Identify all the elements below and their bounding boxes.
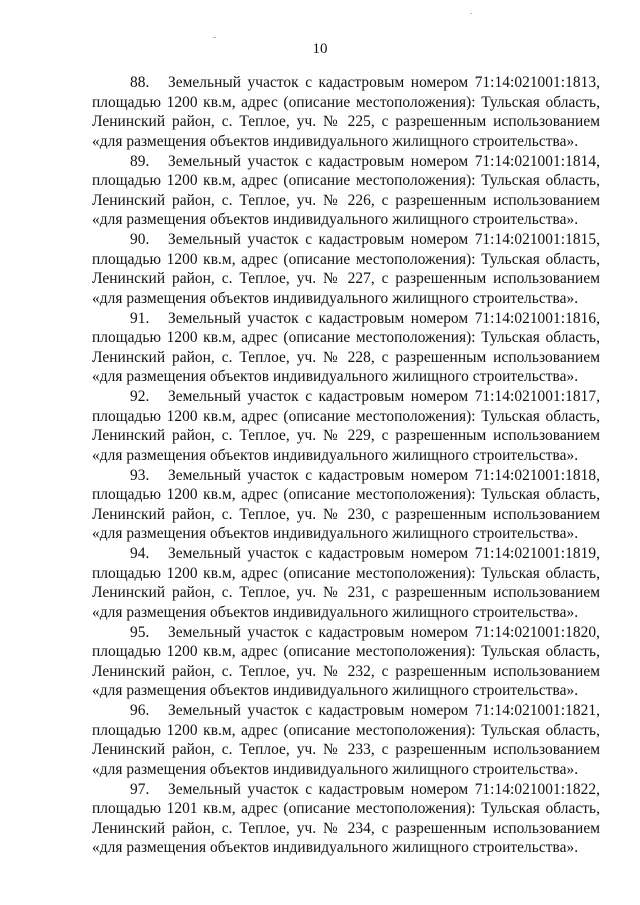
- item-list: [92, 73, 600, 858]
- item-number: 90.: [130, 231, 150, 248]
- item-text: Земельный участок с кадастровым номером 71:14:021001:1818, площадью 1200 кв.м, адрес (описание местоположения): Тульская область, Ленинский район, с. Теплое, уч. № 230, с разрешенным использованием «для размещения объектов индивидуального жилищного строительства».: [92, 466, 600, 542]
- item-number: 96.: [130, 702, 150, 719]
- page-number: 10: [312, 41, 328, 57]
- item-number: 88.: [130, 74, 150, 91]
- item-text: Земельный участок с кадастровым номером 71:14:021001:1813, площадью 1200 кв.м, адрес (описание местоположения): Тульская область, Ленинский район, с. Теплое, уч. № 225, с разрешенным использованием «для размещения объектов индивидуального жилищного строительства».: [92, 74, 600, 150]
- item-text: Земельный участок с кадастровым номером 71:14:021001:1822, площадью 1201 кв.м, адрес (описание местоположения): Тульская область, Ленинский район, с. Теплое, уч. № 234, с разрешенным использованием «для размещения объектов индивидуального жилищного строительства».: [92, 780, 600, 856]
- item-text: Земельный участок с кадастровым номером 71:14:021001:1815, площадью 1200 кв.м, адрес (описание местоположения): Тульская область, Ленинский район, с. Теплое, уч. № 227, с разрешенным использованием «для размещения объектов индивидуального жилищного строительства».: [92, 231, 600, 307]
- item-number: 97.: [130, 780, 150, 798]
- list-item: [92, 309, 600, 387]
- list-item: [92, 466, 600, 544]
- item-number: 93.: [130, 466, 150, 484]
- item-number: 94.: [130, 545, 150, 562]
- item-text: Земельный участок с кадастровым номером 71:14:021001:1819, площадью 1200 кв.м, адрес (описание местоположения): Тульская область, Ленинский район, с. Теплое, уч. № 231, с разрешенным использованием «для размещения объектов индивидуального жилищного строительства».: [92, 545, 600, 621]
- list-item: [92, 701, 600, 779]
- item-text: Земельный участок с кадастровым номером 71:14:021001:1821, площадью 1200 кв.м, адрес (описание местоположения): Тульская область, Ленинский район, с. Теплое, уч. № 233, с разрешенным использованием «для размещения объектов индивидуального жилищного строительства».: [92, 702, 600, 778]
- list-item: [92, 230, 600, 308]
- list-item: [92, 387, 600, 465]
- item-text: Земельный участок с кадастровым номером 71:14:021001:1814, площадью 1200 кв.м, адрес (описание местоположения): Тульская область, Ленинский район, с. Теплое, уч. № 226, с разрешенным использованием «для размещения объектов индивидуального жилищного строительства».: [92, 152, 600, 228]
- item-text: Земельный участок с кадастровым номером 71:14:021001:1816, площадью 1200 кв.м, адрес (описание местоположения): Тульская область, Ленинский район, с. Теплое, уч. № 228, с разрешенным использованием «для размещения объектов индивидуального жилищного строительства».: [92, 309, 600, 385]
- list-item: [92, 152, 600, 230]
- item-number: 91.: [130, 309, 150, 327]
- item-number: 89.: [130, 152, 150, 170]
- list-item: [92, 780, 600, 858]
- list-item: [92, 73, 600, 151]
- scan-speck: [213, 37, 216, 38]
- list-item: [92, 623, 600, 701]
- item-text: Земельный участок с кадастровым номером 71:14:021001:1817, площадью 1200 кв.м, адрес (описание местоположения): Тульская область, Ленинский район, с. Теплое, уч. № 229, с разрешенным использованием «для размещения объектов индивидуального жилищного строительства».: [92, 388, 600, 464]
- item-number: 92.: [130, 388, 150, 405]
- item-number: 95.: [130, 623, 150, 641]
- item-text: Земельный участок с кадастровым номером 71:14:021001:1820, площадью 1200 кв.м, адрес (описание местоположения): Тульская область, Ленинский район, с. Теплое, уч. № 232, с разрешенным использованием «для размещения объектов индивидуального жилищного строительства».: [92, 623, 600, 699]
- list-item: [92, 544, 600, 622]
- scan-speck: [470, 13, 472, 14]
